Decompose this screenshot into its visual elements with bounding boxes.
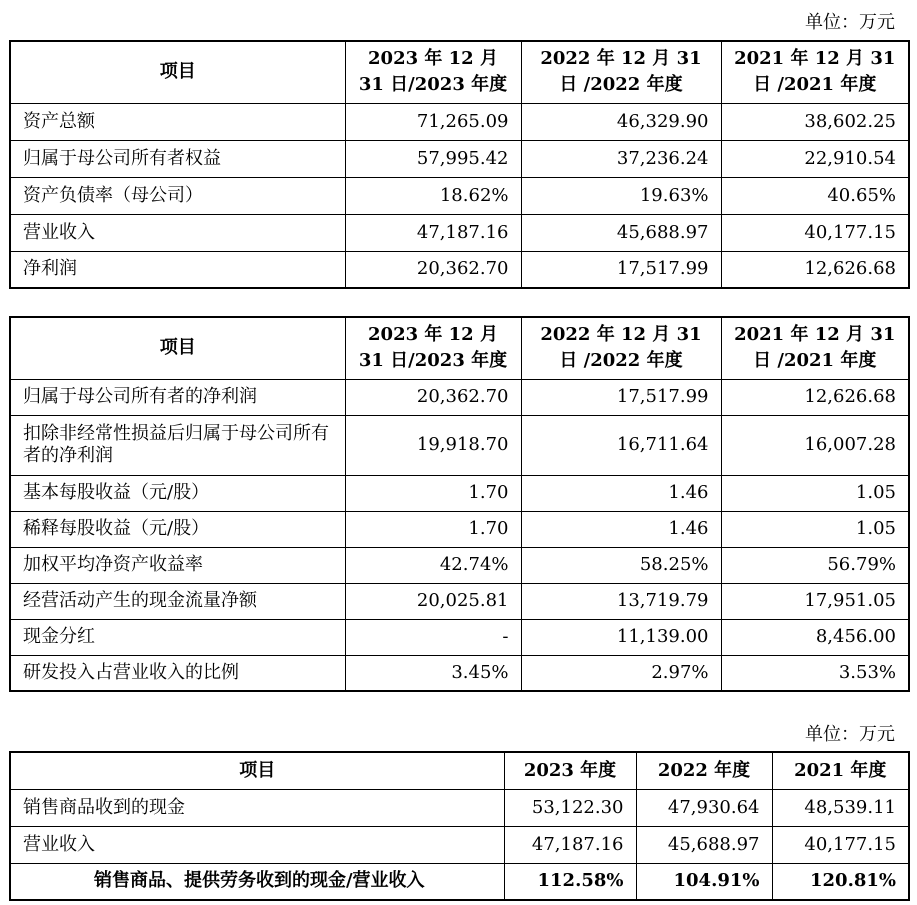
value-2023: 57,995.42 — [345, 140, 521, 177]
header-2023: 2023 年度 — [504, 752, 636, 789]
table-header-row — [10, 41, 909, 103]
value-2022: 11,139.00 — [521, 619, 721, 655]
value-2022: 104.91% — [636, 863, 772, 900]
value-2022: 2.97% — [521, 655, 721, 691]
financial-indicators-table — [9, 316, 910, 692]
value-2023: 19,918.70 — [345, 415, 521, 475]
table-row — [10, 475, 909, 511]
row-label: 归属于母公司所有者的净利润 — [10, 379, 345, 415]
value-2023: 1.70 — [345, 511, 521, 547]
row-label: 净利润 — [10, 251, 345, 288]
value-2023: 20,025.81 — [345, 583, 521, 619]
table-row — [10, 826, 909, 863]
value-2022: 13,719.79 — [521, 583, 721, 619]
value-2023: 1.70 — [345, 475, 521, 511]
table-row — [10, 214, 909, 251]
value-2021: 12,626.68 — [721, 379, 909, 415]
row-label: 研发投入占营业收入的比例 — [10, 655, 345, 691]
value-2021: 1.05 — [721, 475, 909, 511]
table-row — [10, 177, 909, 214]
value-2021: 56.79% — [721, 547, 909, 583]
header-2021: 2021 年 12 月 31 日 /2021 年度 — [721, 41, 909, 103]
row-label: 扣除非经常性损益后归属于母公司所有者的净利润 — [10, 415, 345, 475]
header-item: 项目 — [10, 41, 345, 103]
value-2022: 45,688.97 — [636, 826, 772, 863]
value-2023: 42.74% — [345, 547, 521, 583]
row-label: 销售商品收到的现金 — [10, 789, 504, 826]
table-row — [10, 140, 909, 177]
table-row — [10, 547, 909, 583]
table-header-row — [10, 752, 909, 789]
table-row — [10, 251, 909, 288]
header-2021: 2021 年度 — [772, 752, 909, 789]
row-label: 稀释每股收益（元/股） — [10, 511, 345, 547]
header-2022: 2022 年 12 月 31 日 /2022 年度 — [521, 317, 721, 379]
value-2022: 47,930.64 — [636, 789, 772, 826]
header-2022: 2022 年度 — [636, 752, 772, 789]
value-2021: 40.65% — [721, 177, 909, 214]
row-label: 销售商品、提供劳务收到的现金/营业收入 — [10, 863, 504, 900]
value-2022: 58.25% — [521, 547, 721, 583]
value-2021: 22,910.54 — [721, 140, 909, 177]
value-2021: 12,626.68 — [721, 251, 909, 288]
value-2023: 53,122.30 — [504, 789, 636, 826]
value-2023: 47,187.16 — [504, 826, 636, 863]
value-2021: 120.81% — [772, 863, 909, 900]
value-2021: 48,539.11 — [772, 789, 909, 826]
table-row — [10, 655, 909, 691]
table-row — [10, 789, 909, 826]
value-2022: 17,517.99 — [521, 379, 721, 415]
value-2021: 3.53% — [721, 655, 909, 691]
row-label: 基本每股收益（元/股） — [10, 475, 345, 511]
row-label: 资产负债率（母公司） — [10, 177, 345, 214]
value-2023: 47,187.16 — [345, 214, 521, 251]
value-2021: 40,177.15 — [721, 214, 909, 251]
value-2021: 1.05 — [721, 511, 909, 547]
value-2021: 16,007.28 — [721, 415, 909, 475]
value-2022: 1.46 — [521, 475, 721, 511]
row-label: 加权平均净资产收益率 — [10, 547, 345, 583]
value-2022: 1.46 — [521, 511, 721, 547]
unit-label-top: 单位：万元 — [805, 12, 895, 33]
header-item: 项目 — [10, 752, 504, 789]
value-2021: 8,456.00 — [721, 619, 909, 655]
table-row — [10, 511, 909, 547]
table-row-total — [10, 863, 909, 900]
value-2021: 38,602.25 — [721, 103, 909, 140]
value-2022: 16,711.64 — [521, 415, 721, 475]
row-label: 经营活动产生的现金流量净额 — [10, 583, 345, 619]
table-row — [10, 583, 909, 619]
balance-summary-table — [9, 40, 910, 289]
row-label: 现金分红 — [10, 619, 345, 655]
table-row — [10, 103, 909, 140]
header-2023: 2023 年 12 月 31 日/2023 年度 — [345, 317, 521, 379]
table-row — [10, 415, 909, 475]
value-2021: 40,177.15 — [772, 826, 909, 863]
value-2022: 19.63% — [521, 177, 721, 214]
value-2023: 71,265.09 — [345, 103, 521, 140]
row-label: 营业收入 — [10, 214, 345, 251]
row-label: 营业收入 — [10, 826, 504, 863]
header-2021: 2021 年 12 月 31 日 /2021 年度 — [721, 317, 909, 379]
value-2023: 112.58% — [504, 863, 636, 900]
row-label: 归属于母公司所有者权益 — [10, 140, 345, 177]
row-label: 资产总额 — [10, 103, 345, 140]
value-2023: 20,362.70 — [345, 251, 521, 288]
header-item: 项目 — [10, 317, 345, 379]
value-2023: 18.62% — [345, 177, 521, 214]
value-2022: 17,517.99 — [521, 251, 721, 288]
value-2021: 17,951.05 — [721, 583, 909, 619]
value-2022: 37,236.24 — [521, 140, 721, 177]
table-row — [10, 619, 909, 655]
value-2022: 46,329.90 — [521, 103, 721, 140]
value-2023: 3.45% — [345, 655, 521, 691]
value-2022: 45,688.97 — [521, 214, 721, 251]
unit-label-bottom: 单位：万元 — [805, 724, 895, 745]
header-2022: 2022 年 12 月 31 日 /2022 年度 — [521, 41, 721, 103]
table-header-row — [10, 317, 909, 379]
header-2023: 2023 年 12 月 31 日/2023 年度 — [345, 41, 521, 103]
value-2023: - — [345, 619, 521, 655]
table-row — [10, 379, 909, 415]
cash-revenue-table — [9, 751, 910, 901]
value-2023: 20,362.70 — [345, 379, 521, 415]
